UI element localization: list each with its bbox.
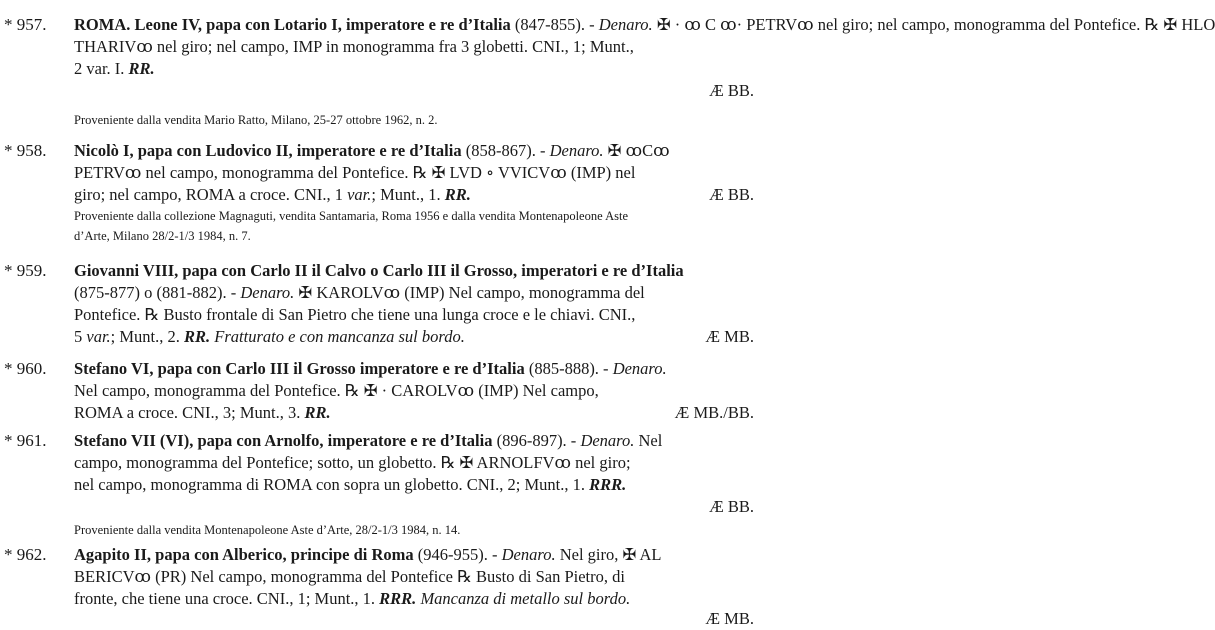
grade: Æ MB. (705, 609, 754, 628)
text-run: Denaro. (580, 431, 635, 450)
text-run: Denaro. (549, 141, 604, 160)
text-run: campo, monogramma del Pontefice; sotto, un globetto. ℞ ✠ ARNOLFVꝏ nel giro; (74, 453, 631, 472)
text-run: RR. (128, 59, 155, 78)
desc-line (74, 566, 754, 588)
text-run: ; Munt., 1. (371, 185, 445, 204)
desc-line (74, 588, 754, 610)
text-run: Nel campo, monogramma del Pontefice. ℞ ✠ · CAROLVꝏ (IMP) Nel campo, (74, 381, 599, 400)
desc-line (74, 474, 754, 496)
lot-number: * 958. (4, 141, 47, 160)
desc-line (74, 326, 754, 348)
desc-line (74, 58, 754, 80)
text-run: 5 (74, 327, 87, 346)
text-run: (896-897). - (492, 431, 581, 450)
text-run: ✠ · ꝏ C ꝏ· PETRVꝏ nel giro; nel campo, monogramma del Pontefice. ℞ ✠ HLO (652, 15, 1215, 34)
text-run: Pontefice. ℞ Busto frontale di San Pietro che tiene una lunga croce e le chiavi. CNI., (74, 305, 636, 324)
text-run: (885-888). - (524, 359, 613, 378)
text-run: ; Munt., 2. (110, 327, 185, 346)
grade: Æ BB. (709, 185, 754, 204)
lot-number: * 961. (4, 431, 47, 450)
lot-number: * 957. (4, 15, 47, 34)
desc-line (74, 282, 754, 304)
text-run: Nel (634, 431, 663, 450)
desc-line (74, 544, 754, 566)
desc-line (74, 140, 754, 162)
lot-description (74, 260, 754, 348)
desc-line (74, 452, 754, 474)
desc-line (74, 184, 754, 206)
lot-number: * 960. (4, 359, 47, 378)
lot-number: * 959. (4, 261, 47, 280)
desc-line (74, 358, 754, 380)
lot-description (74, 430, 754, 537)
desc-line (74, 36, 754, 58)
text-run: Giovanni VIII, papa con Carlo II il Calvo o Carlo III il Grosso, imperatori e re d’Italia (74, 261, 684, 280)
text-run: ✠ KAROLVꝏ (IMP) Nel campo, monogramma del (294, 283, 645, 302)
text-run: Agapito II, papa con Alberico, principe di Roma (74, 545, 414, 564)
text-run: Denaro. (598, 15, 653, 34)
text-run: RRR. (379, 589, 417, 608)
provenance-note-cont: d’Arte, Milano 28/2-1/3 1984, n. 7. (74, 229, 251, 243)
text-run: ROMA. Leone IV, papa con Lotario I, imperatore e re d’Italia (74, 15, 511, 34)
text-run: Fratturato e con mancanza sul bordo. (210, 327, 465, 346)
text-run: RR. (444, 185, 471, 204)
provenance-note: Proveniente dalla vendita Mario Ratto, Milano, 25-27 ottobre 1962, n. 2. (74, 113, 438, 127)
desc-line (74, 162, 754, 184)
provenance-note: Proveniente dalla vendita Montenapoleone Aste d’Arte, 28/2-1/3 1984, n. 14. (74, 523, 461, 537)
text-run: (847-855). - (510, 15, 599, 34)
lot-description (74, 14, 1215, 127)
text-run: Stefano VI, papa con Carlo III il Grosso imperatore e re d’Italia (74, 359, 525, 378)
grade: Æ MB. (705, 327, 754, 346)
text-run: nel campo, monogramma di ROMA con sopra un globetto. CNI., 2; Munt., 1. (74, 475, 590, 494)
text-run: Nicolò I, papa con Ludovico II, imperatore e re d’Italia (74, 141, 462, 160)
desc-line (74, 380, 754, 402)
desc-line (74, 14, 1215, 36)
text-run: PETRVꝏ nel campo, monogramma del Pontefice. ℞ ✠ LVD ∘ VVICVꝏ (IMP) nel (74, 163, 636, 182)
lot-description (74, 544, 754, 628)
text-run: giro; nel campo, ROMA a croce. CNI., 1 (74, 185, 348, 204)
text-run: RR. (304, 403, 331, 422)
text-run: BERICVꝏ (PR) Nel campo, monogramma del Pontefice ℞ Busto di San Pietro, di (74, 567, 625, 586)
text-run: (858-867). - (461, 141, 550, 160)
text-run: Stefano VII (VI), papa con Arnolfo, imperatore e re d’Italia (74, 431, 493, 450)
desc-line (74, 402, 754, 424)
text-run: ✠ ꝏCꝏ (603, 141, 670, 160)
lot-description (74, 358, 754, 424)
text-run: fronte, che tiene una croce. CNI., 1; Munt., 1. (74, 589, 380, 608)
grade: Æ BB. (709, 81, 754, 100)
text-run: RRR. (589, 475, 627, 494)
text-run: Denaro. (501, 545, 556, 564)
text-run: RR. (184, 327, 211, 346)
text-run: Nel giro, ✠ AL (555, 545, 662, 564)
lot-number: * 962. (4, 545, 47, 564)
text-run: 2 var. I. (74, 59, 129, 78)
lot-description (74, 140, 754, 243)
grade: Æ MB./BB. (674, 403, 754, 422)
text-run: var. (86, 327, 111, 346)
text-run: ROMA a croce. CNI., 3; Munt., 3. (74, 403, 305, 422)
grade: Æ BB. (709, 497, 754, 516)
text-run: var. (347, 185, 372, 204)
text-run: (875-877) o (881-882). - (74, 283, 241, 302)
desc-line (74, 430, 754, 452)
desc-line (74, 304, 754, 326)
text-run: THARIVꝏ nel giro; nel campo, IMP in monogramma fra 3 globetti. CNI., 1; Munt., (74, 37, 634, 56)
text-run: (946-955). - (413, 545, 502, 564)
text-run: Denaro. (612, 359, 667, 378)
provenance-note: Proveniente dalla collezione Magnaguti, vendita Santamaria, Roma 1956 e dalla vendita Montenapoleone Aste (74, 209, 628, 223)
desc-line (74, 260, 754, 282)
text-run: Mancanza di metallo sul bordo. (416, 589, 631, 608)
text-run: Denaro. (240, 283, 295, 302)
